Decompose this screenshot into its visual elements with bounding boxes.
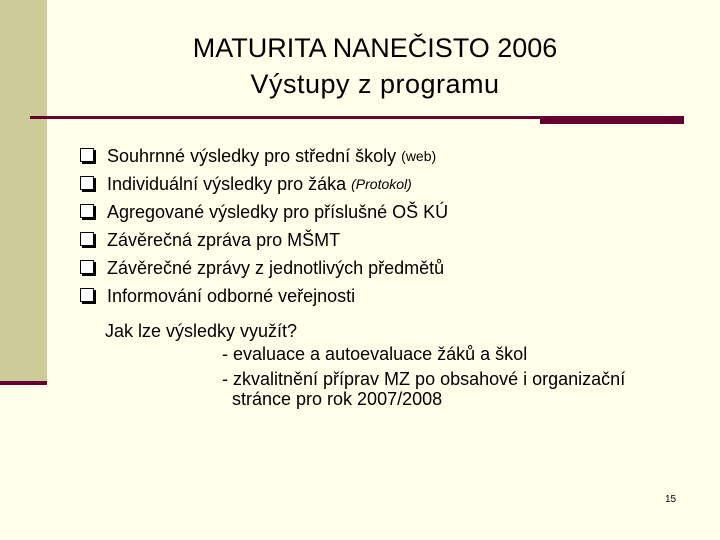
title-line-1: MATURITA NANEČISTO 2006 <box>192 33 558 63</box>
list-item-note: (web) <box>401 148 437 164</box>
sub-item-continuation: stránce pro rok 2007/2008 <box>232 389 443 409</box>
slide-title <box>60 30 690 102</box>
list-item <box>80 254 448 282</box>
list-item-text: Informování odborné veřejnosti <box>107 285 356 306</box>
list-item-note: (Protokol) <box>351 176 412 192</box>
title-line-2: Výstupy z programu <box>250 69 500 99</box>
square-bullet-icon <box>80 260 94 274</box>
list-item <box>80 170 448 198</box>
sub-item: - zkvalitnění příprav MZ po obsahové i organizační <box>222 369 626 389</box>
square-bullet-icon <box>80 176 94 190</box>
left-bar-accent-line <box>0 381 47 385</box>
list-item-text: Souhrnné výsledky pro střední školy <box>107 145 397 166</box>
list-item <box>80 198 448 226</box>
page-number: 15 <box>665 494 677 505</box>
left-decorative-bar <box>0 0 47 383</box>
square-bullet-icon <box>80 232 94 246</box>
list-item-text: Agregované výsledky pro příslušné OŠ KÚ <box>107 201 449 222</box>
list-item <box>80 142 448 170</box>
list-item <box>80 226 448 254</box>
sub-item: - evaluace a autoevaluace žáků a škol <box>222 344 528 364</box>
bullet-list <box>80 142 448 310</box>
list-item-text: Závěrečná zpráva pro MŠMT <box>107 229 341 250</box>
question-text: Jak lze výsledky využít? <box>105 321 298 341</box>
list-item <box>80 282 448 310</box>
square-bullet-icon <box>80 204 94 218</box>
title-divider <box>30 116 540 119</box>
square-bullet-icon <box>80 288 94 302</box>
square-bullet-icon <box>80 148 94 162</box>
list-item-text: Závěrečné zprávy z jednotlivých předmětů <box>107 257 445 278</box>
title-divider-accent <box>540 116 684 124</box>
list-item-text: Individuální výsledky pro žáka <box>107 173 347 194</box>
